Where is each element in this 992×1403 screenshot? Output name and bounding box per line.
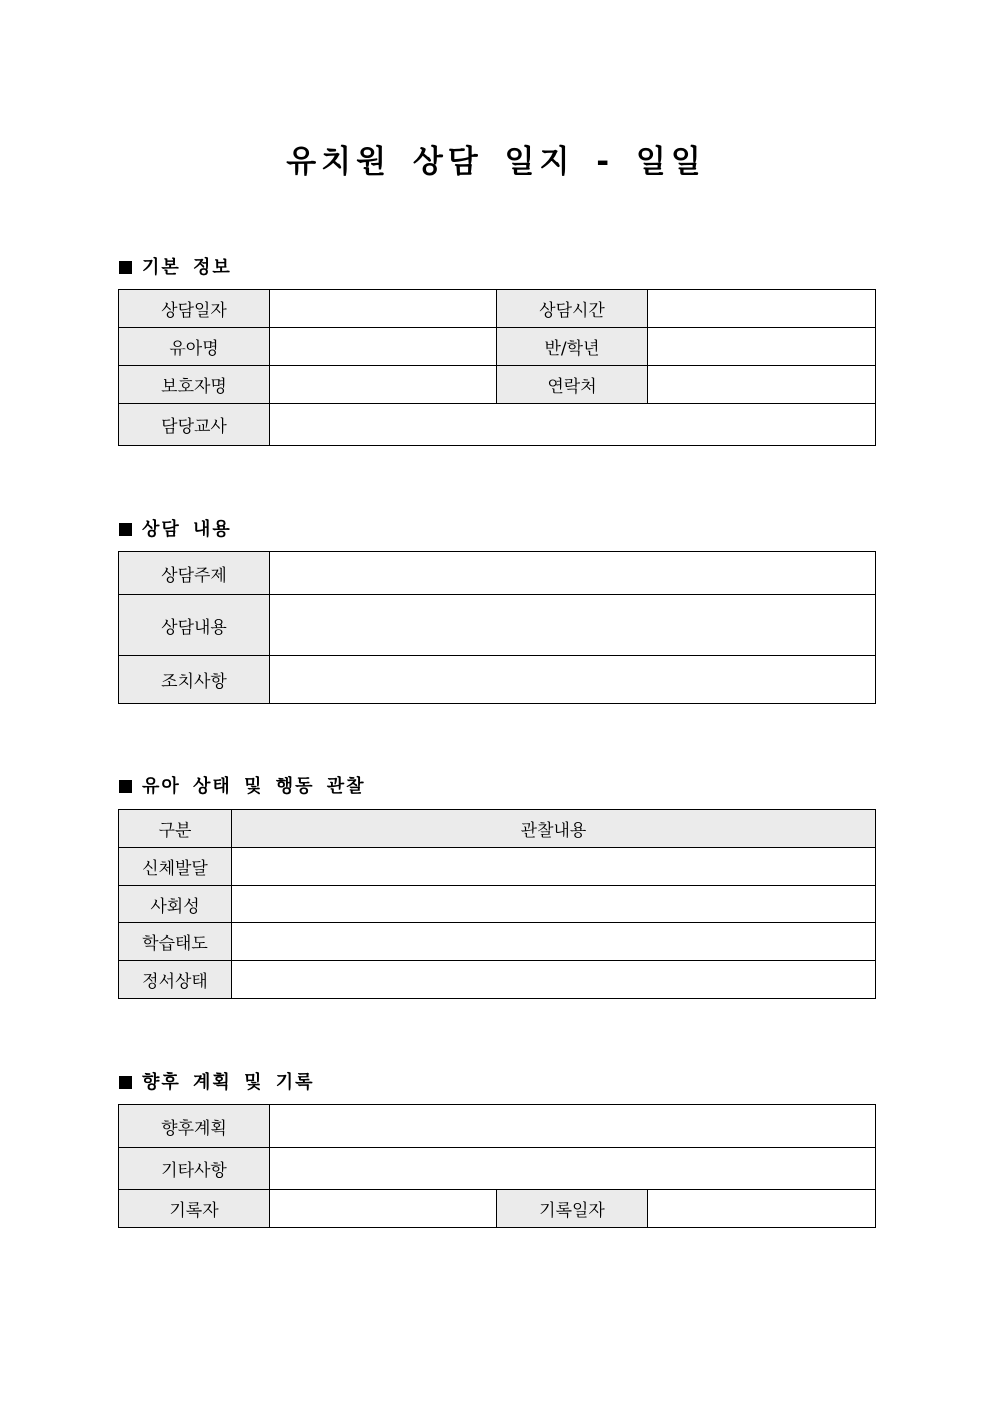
other-notes-label: 기타사항: [119, 1148, 270, 1190]
guardian-name-label: 보호자명: [119, 366, 270, 404]
contact-field[interactable]: [648, 366, 876, 404]
contact-label: 연락처: [497, 366, 648, 404]
topic-label: 상담주제: [119, 552, 270, 595]
physical-development-field[interactable]: [232, 848, 876, 886]
topic-field[interactable]: [270, 552, 876, 595]
observation-row-label: 신체발달: [119, 848, 232, 886]
counsel-content-table: [118, 551, 876, 704]
counsel-date-label: 상담일자: [119, 290, 270, 328]
emotional-state-field[interactable]: [232, 961, 876, 999]
observation-row-label: 정서상태: [119, 961, 232, 999]
other-notes-field[interactable]: [270, 1148, 876, 1190]
teacher-field[interactable]: [270, 404, 876, 446]
record-date-field[interactable]: [648, 1190, 876, 1228]
counsel-time-label: 상담시간: [497, 290, 648, 328]
observation-content-header: 관찰내용: [232, 810, 876, 848]
observation-row-label: 학습태도: [119, 923, 232, 961]
page-title: 유치원 상담 일지 - 일일: [286, 144, 706, 180]
counsel-date-field[interactable]: [270, 290, 497, 328]
section-heading-text: 상담 내용: [142, 519, 232, 540]
section-heading-observation: [119, 772, 366, 798]
basic-info-table: [118, 289, 876, 446]
square-bullet-icon: [119, 523, 132, 536]
future-plan-label: 향후계획: [119, 1105, 270, 1148]
observation-row-label: 사회성: [119, 886, 232, 923]
section-heading-text: 기본 정보: [142, 257, 232, 278]
class-grade-field[interactable]: [648, 328, 876, 366]
details-field[interactable]: [270, 595, 876, 656]
child-name-field[interactable]: [270, 328, 497, 366]
actions-field[interactable]: [270, 656, 876, 704]
future-plan-field[interactable]: [270, 1105, 876, 1148]
section-heading-text: 향후 계획 및 기록: [142, 1072, 315, 1093]
recorder-label: 기록자: [119, 1190, 270, 1228]
child-name-label: 유아명: [119, 328, 270, 366]
class-grade-label: 반/학년: [497, 328, 648, 366]
sociality-field[interactable]: [232, 886, 876, 923]
learning-attitude-field[interactable]: [232, 923, 876, 961]
teacher-label: 담당교사: [119, 404, 270, 446]
section-heading-content: [119, 515, 232, 541]
section-heading-basic: [119, 253, 232, 279]
square-bullet-icon: [119, 780, 132, 793]
square-bullet-icon: [119, 261, 132, 274]
section-heading-text: 유아 상태 및 행동 관찰: [142, 776, 366, 797]
future-plan-table: [118, 1104, 876, 1228]
counsel-time-field[interactable]: [648, 290, 876, 328]
details-label: 상담내용: [119, 595, 270, 656]
square-bullet-icon: [119, 1076, 132, 1089]
recorder-field[interactable]: [270, 1190, 497, 1228]
guardian-name-field[interactable]: [270, 366, 497, 404]
actions-label: 조치사항: [119, 656, 270, 704]
section-heading-plan: [119, 1068, 315, 1094]
record-date-label: 기록일자: [497, 1190, 648, 1228]
observation-table: [118, 809, 876, 999]
category-header: 구분: [119, 810, 232, 848]
